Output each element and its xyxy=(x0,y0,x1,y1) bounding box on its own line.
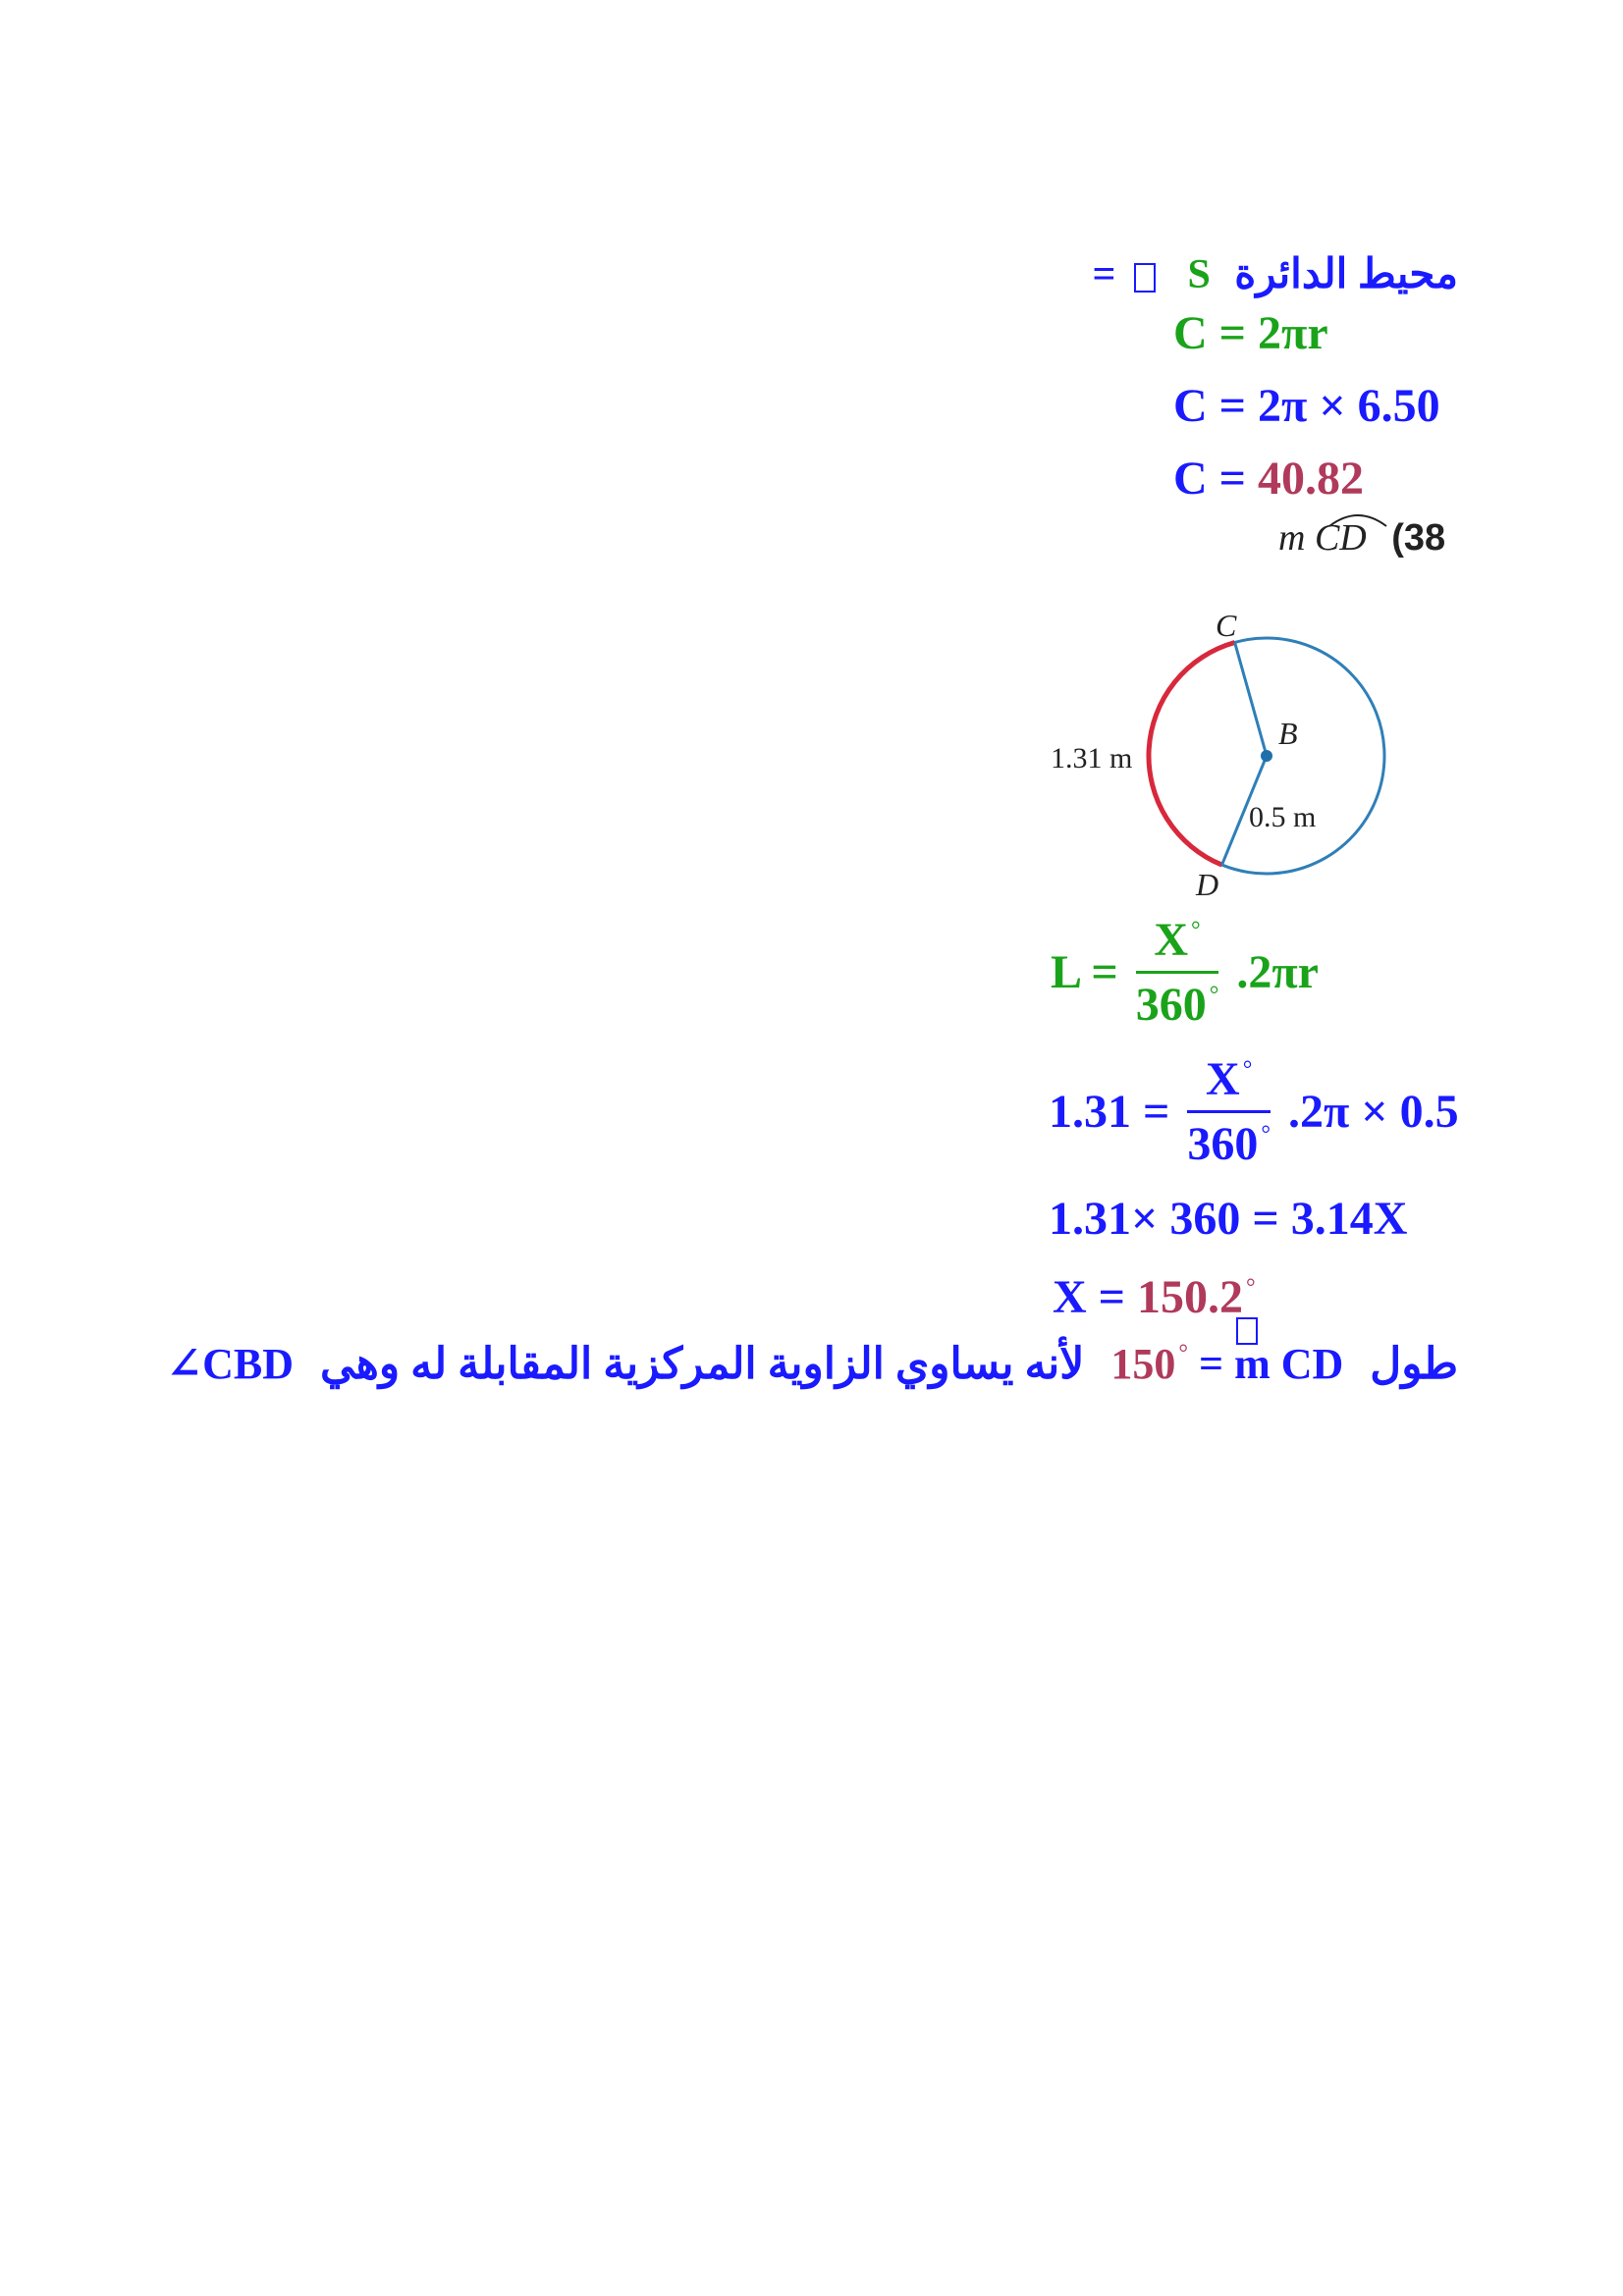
arc-formula-den: 360 xyxy=(1135,979,1207,1031)
arc-sub-den: 360 xyxy=(1187,1118,1259,1170)
circumference-formula: C = 2πr xyxy=(1173,307,1328,359)
solve-step: X = 150.2 ° xyxy=(1053,1271,1256,1323)
conclusion-value: 150 xyxy=(1110,1340,1176,1388)
label-b: B xyxy=(1278,716,1298,751)
conclusion-arc: m CD xyxy=(1234,1339,1343,1389)
arc-length-formula xyxy=(1051,913,1319,1032)
arc-length-substitution xyxy=(1049,1052,1459,1171)
arc-sub-fraction: $\frac{X ^\circ}{360 ^\circ}$ xyxy=(1187,1053,1271,1170)
label-d: D xyxy=(1196,867,1219,902)
equals-sign: = xyxy=(1092,252,1116,297)
circumference-substitution: C = 2π × 6.50 xyxy=(1173,380,1440,432)
arc-formula-rhs: .2πr xyxy=(1236,946,1319,998)
problem-arc-label: m CD xyxy=(1278,517,1367,559)
circumference-label: محيط الدائرة xyxy=(1234,252,1458,297)
conclusion-line xyxy=(166,1339,1458,1389)
conclusion-because: لأنه يساوي الزاوية المركزية المقابلة له وهي xyxy=(319,1340,1085,1388)
arc-sub-lhs: 1.31 = xyxy=(1049,1086,1170,1138)
conclusion-equals: = xyxy=(1188,1340,1235,1388)
circumference-label-line xyxy=(1093,249,1459,298)
arc-formula-fraction: $\frac{X ^\circ}{360 ^\circ}$ xyxy=(1135,914,1219,1031)
arc-formula-num: X xyxy=(1154,914,1189,966)
symbol-s: S xyxy=(1187,252,1211,297)
arc-sub-rhs: .2π × 0.5 xyxy=(1287,1086,1459,1138)
arc-formula-lhs: L = xyxy=(1051,946,1118,998)
conclusion-angle: ∠CBD xyxy=(166,1340,294,1388)
conclusion-word-length: طول xyxy=(1370,1340,1458,1388)
arc-box-icon xyxy=(1236,1317,1258,1345)
solve-value: 150.2 xyxy=(1137,1271,1244,1323)
label-c: C xyxy=(1216,608,1237,643)
circumference-result-value: 40.82 xyxy=(1258,453,1365,505)
arc-cd-red xyxy=(1149,643,1235,866)
problem-number: (38 xyxy=(1391,517,1446,559)
arc-sub-num: X xyxy=(1206,1053,1240,1105)
radius-bc xyxy=(1235,643,1267,757)
conclusion-equation: 150 ° = m CD xyxy=(1110,1340,1343,1388)
solve-lhs: X = xyxy=(1053,1271,1138,1323)
center-point xyxy=(1261,750,1272,762)
circumference-result xyxy=(1173,452,1364,506)
label-arc-length: 1.31 m xyxy=(1051,742,1133,774)
arc-hat-icon xyxy=(1327,510,1388,528)
circumference-result-lhs: C = xyxy=(1173,453,1259,505)
multiply-step: 1.31× 360 = 3.14X xyxy=(1049,1193,1408,1245)
label-radius: 0.5 m xyxy=(1249,801,1317,833)
circle-diagram xyxy=(1031,599,1404,913)
missing-glyph-box xyxy=(1134,263,1156,293)
